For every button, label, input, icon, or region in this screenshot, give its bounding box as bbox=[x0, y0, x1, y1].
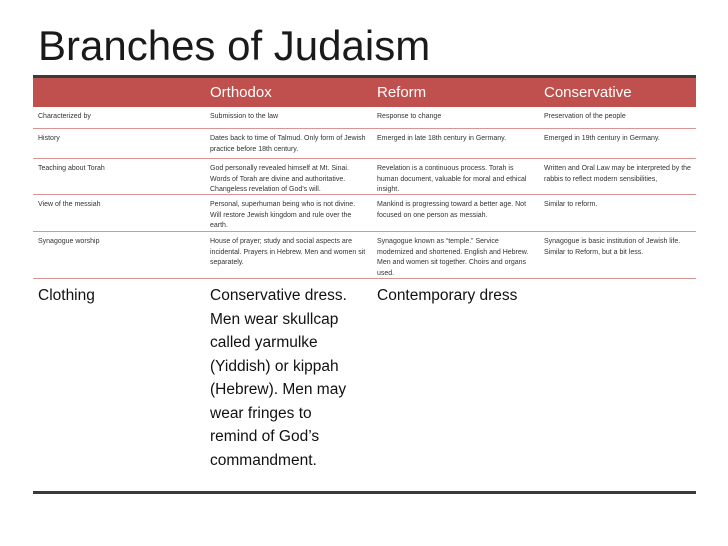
table-row bbox=[33, 107, 696, 129]
cell-orthodox: Submission to the law bbox=[210, 113, 279, 120]
cell-reform: Emerged in late 18th century in Germany. bbox=[377, 135, 507, 142]
row-label: History bbox=[38, 135, 60, 142]
table-body bbox=[33, 107, 696, 484]
cell-reform: Synagogue known as “temple.” Service modernized and shortened. English and Hebrew. Men and women sit together. Choirs and organs used. bbox=[377, 238, 529, 277]
cell-orthodox: House of prayer; study and social aspects are incidental. Prayers in Hebrew. Men and women sit separately. bbox=[210, 238, 366, 266]
cell-conservative: Synagogue is basic institution of Jewish life. Similar to Reform, but a bit less. bbox=[544, 238, 681, 256]
cell-conservative: Emerged in 19th century in Germany. bbox=[544, 135, 660, 142]
bottom-rule bbox=[33, 491, 696, 494]
table-row bbox=[33, 232, 696, 279]
row-label: Teaching about Torah bbox=[38, 165, 105, 172]
cell-conservative bbox=[537, 279, 696, 484]
cell-reform: Contemporary dress bbox=[377, 287, 518, 304]
header-reform: Reform bbox=[377, 84, 427, 101]
cell-reform: Response to change bbox=[377, 113, 442, 120]
row-label: Synagogue worship bbox=[38, 238, 100, 245]
header-conservative: Conservative bbox=[544, 84, 632, 101]
cell-conservative: Preservation of the people bbox=[544, 113, 626, 120]
table-row-clothing bbox=[33, 279, 696, 484]
cell-orthodox: Dates back to time of Talmud. Only form of Jewish practice before 18th century. bbox=[210, 135, 366, 153]
header-orthodox: Orthodox bbox=[210, 84, 272, 101]
row-label: Clothing bbox=[38, 287, 95, 304]
cell-conservative: Written and Oral Law may be interpreted by the rabbis to reflect modern sensibilities, bbox=[544, 165, 691, 183]
cell-orthodox: Conservative dress. Men wear skullcap called yarmulke (Yiddish) or kippah (Hebrew). Men may wear fringes to remind of God’s commandment. bbox=[210, 287, 347, 469]
cell-orthodox: Personal, superhuman being who is not divine. Will restore Jewish kingdom and rule over the earth. bbox=[210, 201, 356, 229]
cell-orthodox: God personally revealed himself at Mt. Sinai. Words of Torah are divine and authoritative. Changeless revelation of God’s will. bbox=[210, 165, 349, 193]
row-label: View of the messiah bbox=[38, 201, 101, 208]
cell-conservative: Similar to reform. bbox=[544, 201, 598, 208]
table-header bbox=[33, 78, 696, 107]
table-row bbox=[33, 195, 696, 232]
slide-title: Branches of Judaism bbox=[38, 22, 431, 69]
row-label: Characterized by bbox=[38, 113, 91, 120]
cell-reform: Revelation is a continuous process. Torah is human document, valuable for moral and ethical insight. bbox=[377, 165, 527, 193]
table-row bbox=[33, 129, 696, 159]
table-row bbox=[33, 159, 696, 195]
cell-reform: Mankind is progressing toward a better age. Not focused on one person as messiah. bbox=[377, 201, 527, 219]
